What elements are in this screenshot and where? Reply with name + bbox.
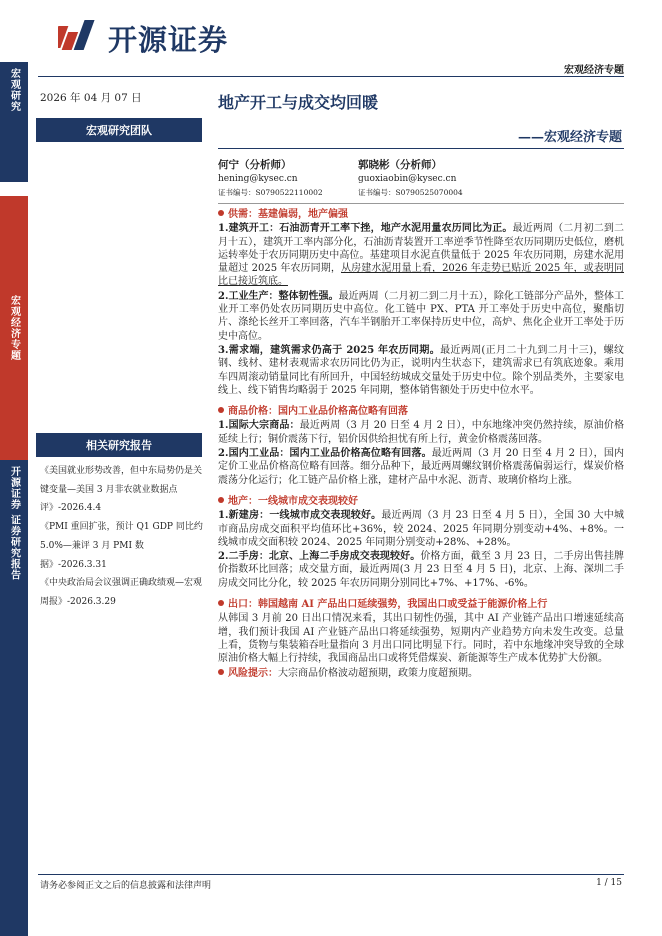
footer-disclaimer: 请务必参阅正文之后的信息披露和法律声明	[40, 881, 212, 891]
report-subtitle: ——宏观经济专题	[517, 130, 622, 145]
section-heading-supply: 供需：基建偏弱，地产偏强	[218, 208, 624, 221]
bullet-dot-icon	[218, 210, 224, 216]
related-report-link[interactable]: 《美国就业形势改善，但中东局势仍是关键变量—美国 3 月非农就业数据点评》-2026.4.4	[40, 466, 203, 514]
paragraph-new-homes: 1.新建房：一线城市成交表现较好。最近两周（3 月 23 日至 4 月 5 日），全国 30 大中城市商品房成交面积平均值环比+36%，较 2024、2025 年同期分别变动+4%、+8%。一线城市成交面积较 2024、2025 年同期分别变动+28%、+28%。	[218, 510, 624, 548]
paragraph-construction: 1.建筑开工：石油沥青开工率下挫，地产水泥用量农历同比为正。最近两周（二月初二到二月十五），建筑开工率内部分化，石油沥青装置开工率逆季节性降至农历同期历史低位，磨机运转率处于农历同期历史中高位。基建项目水泥直供量低于 2025 年农历同期，房建水泥用量超过 2025 年农历同期，从房建水泥用量上看，2026 年走势已贴近 2025 年，或表明同比已接近筑底。	[218, 223, 625, 288]
bullet-dot-icon	[218, 497, 224, 503]
paragraph-demand: 3.需求端，建筑需求仍高于 2025 年农历同期。最近两周(正月二十九到二月十三)，螺纹钢、线材、建材表观需求农历同比仍为正，说明内生状态下，建筑需求已有筑底迹象。乘用车四周滚动销量同比有所回升，中国轻纺城成交量处于历史中位。除个别品类外，主要家电线上、线下销售均略弱于 2025 年同期，整体销售额处于历史中位水平。	[218, 344, 625, 396]
page-number: 1 / 15	[596, 878, 622, 888]
analyst-name: 何宁（分析师）	[218, 159, 292, 171]
side-strip-top	[0, 62, 28, 182]
report-title: 地产开工与成交均回暖	[218, 93, 379, 112]
analyst-cert: 证书编号：S0790525070004	[358, 188, 463, 197]
paragraph-second-hand: 2.二手房：北京、上海二手房成交表现较好。价格方面，截至 3 月 23 日，二手房出售挂牌价指数环比回落；成交量方面，最近两周(3 月 23 日至 4 月 5 日)，北京、上海、深圳二手房成交同比分化，较 2025 年农历同期分别同比+7%、+17%、-6%。	[218, 551, 624, 589]
logo-text: 开源证券	[108, 22, 229, 57]
section-heading-prices: 商品价格：国内工业品价格高位略有回落	[218, 405, 624, 418]
team-heading: 宏观研究团队	[36, 118, 202, 142]
analyst-card	[358, 158, 463, 200]
paragraph-domestic-industrial: 2.国内工业品：国内工业品价格高位略有回落。最近两周（3 月 20 日至 4 月 2 日），国内定价工业品价格高位略有回落。细分品种下，最近两周螺纹钢价格震荡偏弱运行，煤炭价格震荡分化运行；化工链产品价格上涨，建材产品中水泥、沥青、玻璃价格均上涨。	[218, 448, 624, 486]
footer-divider	[38, 874, 624, 875]
side-strip-label: 开源证券 证券研究报告	[8, 466, 20, 581]
side-strip-middle	[0, 196, 28, 460]
header-divider	[38, 76, 624, 77]
analyst-email[interactable]: guoxiaobin@kysec.cn	[358, 174, 457, 184]
logo-mark-icon	[58, 16, 102, 60]
side-strip-label: 宏观经济专题	[8, 295, 20, 361]
company-logo	[58, 16, 228, 60]
analyst-card	[218, 158, 323, 200]
report-date: 2026 年 04 月 07 日	[40, 92, 142, 104]
paragraph-industry: 2.工业生产：整体韧性强。最近两周（二月初二到二月十五），除化工链部分产品外，整体工业开工率仍处农历同期历史中高位。化工链中 PX、PTA 开工率处于历史中高位，聚酯切片、涤纶长丝开工率回落，汽车半钢胎开工率保持历史中位，高炉、焦化企业开工率处于历史中高位。	[218, 290, 624, 342]
risk-warning: 风险提示：大宗商品价格波动超预期，政策力度超预期。	[218, 667, 624, 680]
side-strip-label: 宏观研究	[8, 68, 20, 112]
paragraph-exports: 从韩国 3 月前 20 日出口情况来看，其出口韧性仍强，其中 AI 产业链产品出口增速延续高增，我们预计我国 AI 产业链产品出口将延续强势，短期内产业趋势方向未发生改变。总量上看，货物与集装箱吞吐量指向 3 月出口同比明显下行。同时，若中东地缘冲突导致的全球原油价格大幅上行持续，我国商品出口或将凭借煤炭、新能源等生产成本优势扩大份额。	[218, 613, 624, 665]
bullet-dot-icon	[218, 669, 224, 675]
related-report-link[interactable]: 《PMI 重回扩张，预计 Q1 GDP 同比约 5.0%—兼评 3 月 PMI 数据》-2026.3.31	[40, 522, 203, 570]
related-reports-heading: 相关研究报告	[36, 433, 202, 457]
section-heading-exports: 出口：韩国越南 AI 产品出口延续强势，我国出口或受益于能源价格上行	[218, 598, 624, 611]
paragraph-global-commodities: 1.国际大宗商品：最近两周（3 月 20 日至 4 月 2 日），中东地缘冲突仍然持续，原油价格延续上行；铜价震荡下行，铝价因供给担忧有所上行，黄金价格震荡回落。	[218, 420, 625, 445]
report-type-tag: 宏观经济专题	[564, 65, 624, 76]
bullet-dot-icon	[218, 407, 224, 413]
section-heading-property: 地产：一线城市成交表现较好	[218, 495, 624, 508]
analyst-name: 郭晓彬（分析师）	[358, 159, 442, 171]
analyst-email[interactable]: hening@kysec.cn	[218, 174, 298, 184]
related-report-link[interactable]: 《中央政治局会议强调正确政绩观—宏观周报》-2026.3.29	[40, 578, 203, 607]
related-reports-list	[40, 462, 206, 612]
title-divider	[218, 148, 624, 149]
report-body	[218, 206, 624, 680]
analyst-cert: 证书编号：S0790522110002	[218, 188, 323, 197]
analyst-divider	[218, 203, 624, 204]
side-strip-bottom	[0, 460, 28, 936]
bullet-dot-icon	[218, 600, 224, 606]
